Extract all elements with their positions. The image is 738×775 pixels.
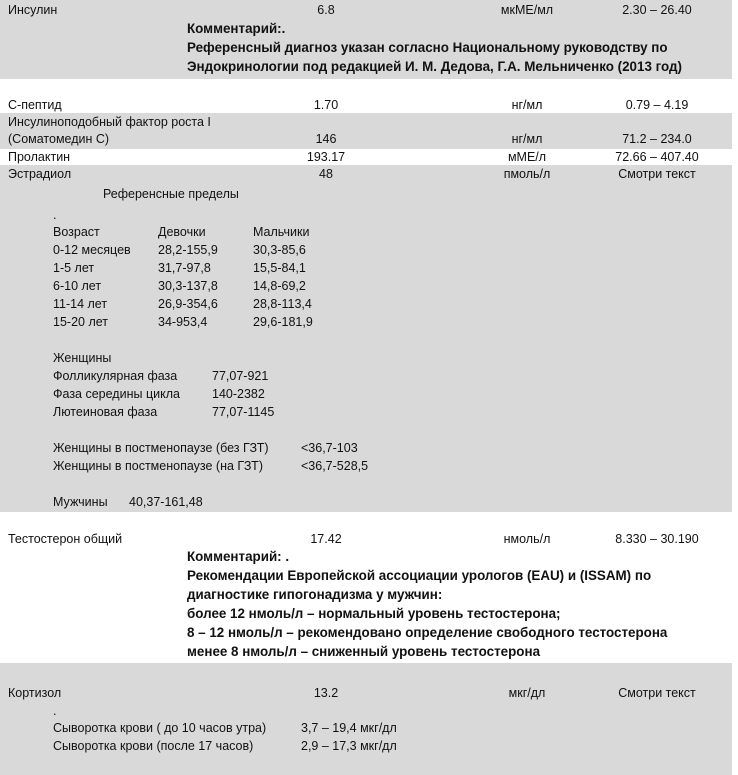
- serum-label: Сыворотка крови ( до 10 часов утра): [53, 721, 267, 735]
- test-reference: 8.330 – 30.190: [615, 532, 699, 546]
- phase-label: Лютеиновая фаза: [53, 405, 158, 419]
- postmenopause-range: <36,7-528,5: [301, 459, 369, 473]
- boys-cell: 30,3-85,6: [253, 243, 306, 257]
- dot-marker: .: [53, 208, 57, 222]
- age-cell: 1-5 лет: [53, 261, 95, 275]
- phase-label: Фаза середины цикла: [53, 387, 180, 401]
- test-unit: нг/мл: [511, 98, 543, 112]
- comment-line: Эндокринологии под редакцией И. М. Дедова, Г.А. Мельниченко (2013 год): [187, 59, 682, 74]
- dot-marker: .: [53, 704, 57, 718]
- test-unit: нг/мл: [511, 132, 543, 146]
- boys-cell: 29,6-181,9: [253, 315, 313, 329]
- serum-label: Сыворотка крови (после 17 часов): [53, 739, 254, 753]
- age-cell: 11-14 лет: [53, 297, 108, 311]
- comment-line: менее 8 нмоль/л – сниженный уровень тестостерона: [187, 644, 541, 659]
- test-reference: 71.2 – 234.0: [622, 132, 692, 146]
- test-name: Тестостерон общий: [8, 532, 123, 546]
- postmenopause-range: <36,7-103: [301, 441, 358, 455]
- comment-line: Рекомендации Европейской ассоциации урологов (EAU) и (ISSAM) по: [187, 568, 652, 583]
- phase-range: 140-2382: [212, 387, 265, 401]
- girls-cell: 31,7-97,8: [158, 261, 211, 275]
- postmenopause-label: Женщины в постменопаузе (без ГЗТ): [53, 441, 269, 455]
- test-value: 193.17: [306, 150, 346, 164]
- test-value: 17.42: [310, 532, 342, 546]
- cortisol-section-bg: [0, 663, 732, 775]
- test-name: Эстрадиол: [8, 167, 72, 181]
- comment-line: 8 – 12 нмоль/л – рекомендовано определение свободного тестостерона: [187, 625, 668, 640]
- men-range: 40,37-161,48: [129, 495, 203, 509]
- men-label: Мужчины: [53, 495, 108, 509]
- phase-range: 77,07-1145: [212, 405, 275, 419]
- test-name: Инсулиноподобный фактор роста I: [8, 115, 211, 129]
- test-value: 1.70: [313, 98, 339, 112]
- boys-cell: 28,8-113,4: [253, 297, 312, 311]
- comment-line: диагностике гипогонадизма у мужчин:: [187, 587, 443, 602]
- postmenopause-label: Женщины в постменопаузе (на ГЗТ): [53, 459, 263, 473]
- test-value: 13.2: [313, 686, 339, 700]
- test-name-line2: (Соматомедин С): [8, 132, 110, 146]
- test-name: Пролактин: [8, 150, 71, 164]
- test-reference: Смотри текст: [618, 686, 696, 700]
- test-unit: мкг/дл: [508, 686, 546, 700]
- reference-title: Референсные пределы: [103, 187, 239, 201]
- phase-label: Фолликулярная фаза: [53, 369, 178, 383]
- test-unit: мМЕ/л: [507, 150, 547, 164]
- table-header-boys: Мальчики: [253, 225, 310, 239]
- test-name: С-пептид: [8, 98, 62, 112]
- test-unit: пмоль/л: [503, 167, 551, 181]
- phase-range: 77,07-921: [212, 369, 269, 383]
- comment-title: Комментарий:.: [187, 21, 286, 36]
- comment-line: более 12 нмоль/л – нормальный уровень тестостерона;: [187, 606, 561, 621]
- girls-cell: 30,3-137,8: [158, 279, 218, 293]
- table-header-girls: Девочки: [158, 225, 206, 239]
- boys-cell: 14,8-69,2: [253, 279, 306, 293]
- girls-cell: 26,9-354,6: [158, 297, 218, 311]
- test-reference: Смотри текст: [618, 167, 696, 181]
- girls-cell: 28,2-155,9: [158, 243, 218, 257]
- test-reference: 0.79 – 4.19: [625, 98, 689, 112]
- test-name: Инсулин: [8, 3, 58, 17]
- test-reference: 2.30 – 26.40: [622, 3, 692, 17]
- women-title: Женщины: [53, 351, 112, 365]
- comment-line: Референсный диагноз указан согласно Национальному руководству по: [187, 40, 668, 55]
- table-header-age: Возраст: [53, 225, 100, 239]
- test-value: 146: [315, 132, 337, 146]
- age-cell: 15-20 лет: [53, 315, 108, 329]
- test-value: 48: [319, 167, 333, 181]
- age-cell: 0-12 месяцев: [53, 243, 131, 257]
- age-cell: 6-10 лет: [53, 279, 102, 293]
- test-unit: мкМЕ/мл: [500, 3, 554, 17]
- test-reference: 72.66 – 407.40: [615, 150, 699, 164]
- girls-cell: 34-953,4: [158, 315, 208, 329]
- boys-cell: 15,5-84,1: [253, 261, 306, 275]
- serum-range: 2,9 – 17,3 мкг/дл: [301, 739, 397, 753]
- test-value: 6.8: [317, 3, 335, 17]
- comment-title: Комментарий: .: [187, 549, 290, 564]
- test-unit: нмоль/л: [503, 532, 551, 546]
- serum-range: 3,7 – 19,4 мкг/дл: [301, 721, 397, 735]
- test-name: Кортизол: [8, 686, 62, 700]
